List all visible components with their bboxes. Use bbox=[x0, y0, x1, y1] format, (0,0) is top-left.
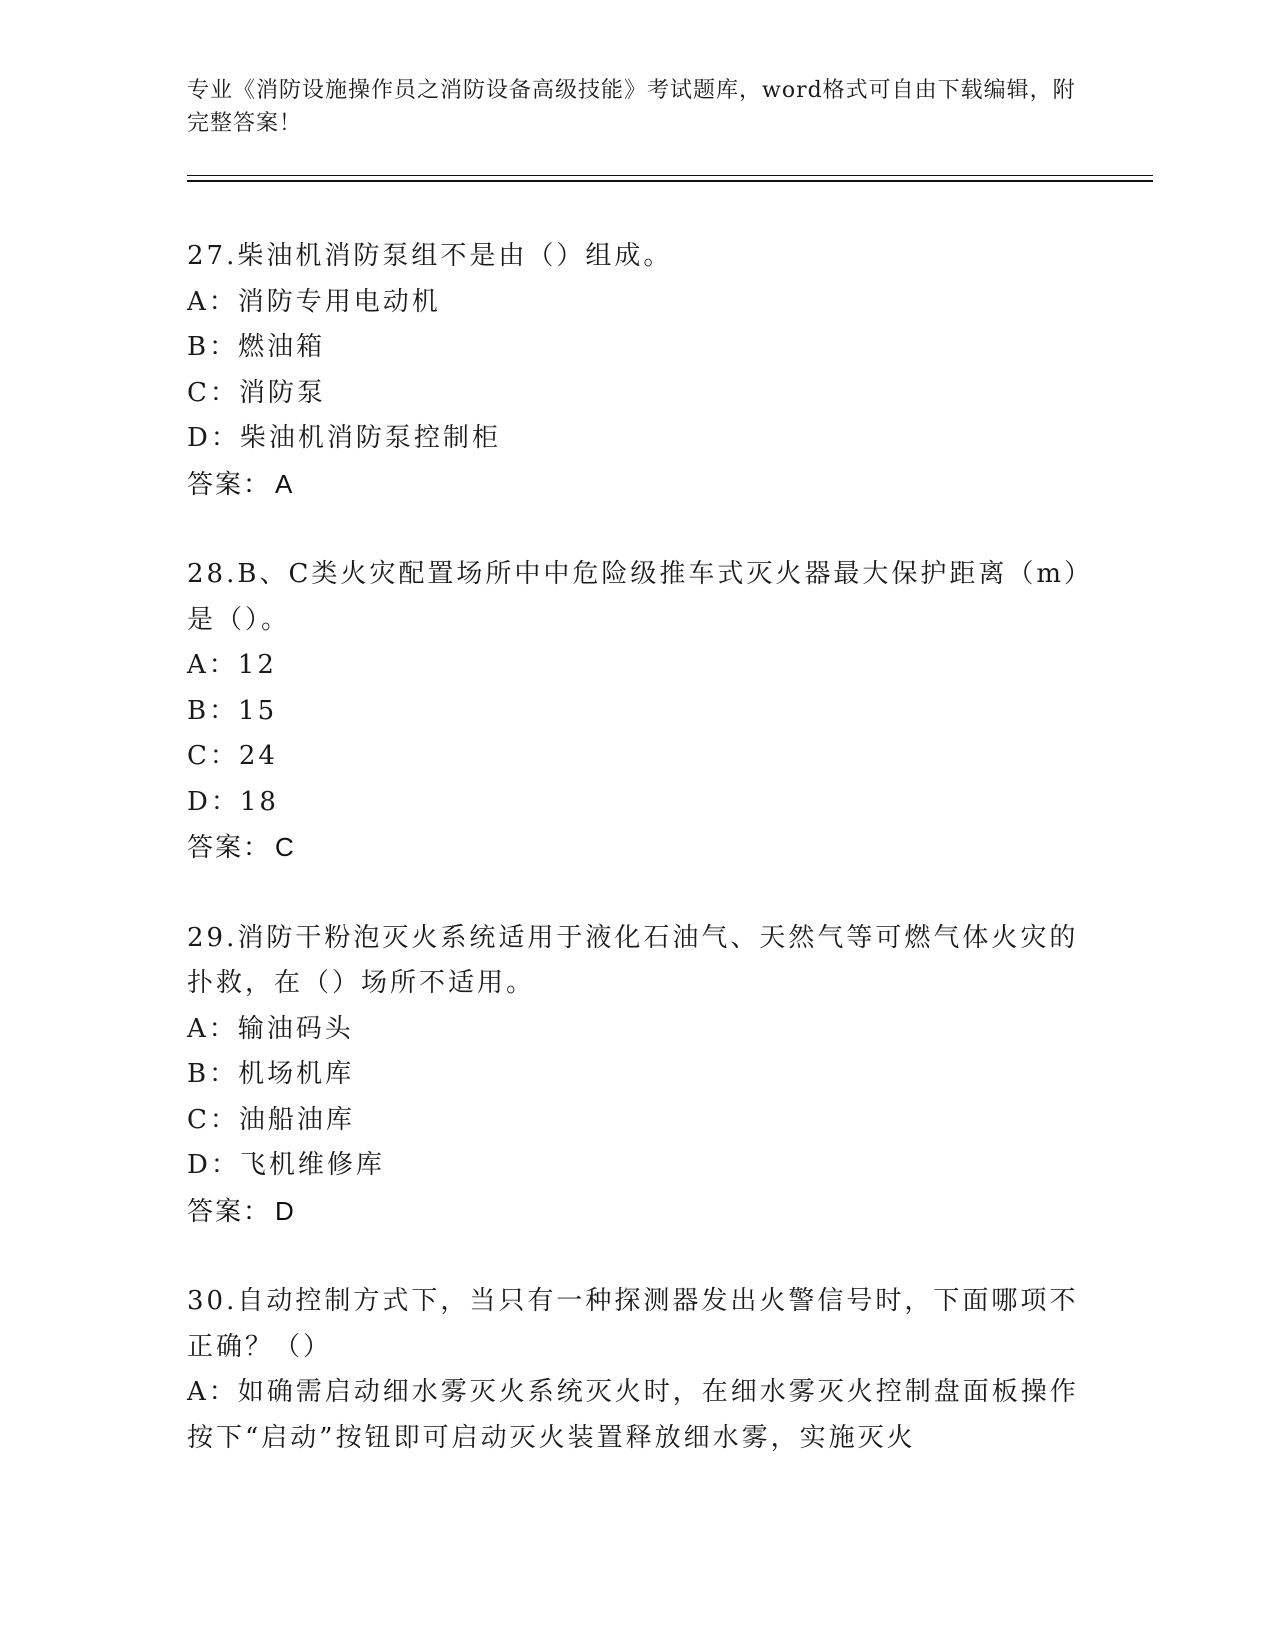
answer-value: C bbox=[275, 832, 294, 862]
answer-value: A bbox=[275, 468, 293, 499]
question-27 bbox=[187, 234, 1087, 507]
answer-label: 答案： bbox=[187, 468, 272, 499]
question-stem: 28.B、C类火灾配置场所中中危险级推车式灭火器最大保护距离（m）是（）。 bbox=[187, 559, 1081, 635]
option-b: B：15 bbox=[187, 695, 278, 726]
option-c: C：消防泵 bbox=[187, 377, 326, 408]
option-c: C：油船油库 bbox=[187, 1104, 355, 1135]
option-b: B：燃油箱 bbox=[187, 332, 326, 362]
option-a: A：输油码头 bbox=[187, 1013, 354, 1044]
question-list bbox=[187, 234, 1087, 1506]
answer-line bbox=[187, 462, 1087, 508]
question-30 bbox=[187, 1279, 1087, 1461]
answer-line bbox=[187, 1189, 1087, 1235]
document-intro: 专业《消防设施操作员之消防设备高级技能》考试题库，word格式可自由下载编辑，附完整答案！ bbox=[187, 78, 1076, 136]
answer-label: 答案： bbox=[187, 832, 272, 862]
option-d: D：18 bbox=[187, 786, 279, 817]
header-divider-thick bbox=[187, 180, 1153, 182]
option-a: A：12 bbox=[187, 650, 277, 680]
option-c: C：24 bbox=[187, 741, 278, 771]
option-a: A：如确需启动细水雾灭火系统灭火时，在细水雾灭火控制盘面板操作按下“启动”按钮即可启动灭火装置释放细水雾，实施灭火 bbox=[187, 1377, 1079, 1453]
option-d: D：柴油机消防泵控制柜 bbox=[187, 423, 501, 453]
option-d: D：飞机维修库 bbox=[187, 1150, 385, 1180]
header-divider-thin bbox=[187, 175, 1153, 176]
question-28 bbox=[187, 552, 1087, 871]
answer-line bbox=[187, 825, 1087, 871]
option-a: A：消防专用电动机 bbox=[187, 286, 441, 317]
question-stem: 29.消防干粉泡灭火系统适用于液化石油气、天然气等可燃气体火灾的扑救，在（）场所不适用。 bbox=[187, 922, 1079, 998]
answer-label: 答案： bbox=[187, 1195, 272, 1226]
answer-value: D bbox=[275, 1195, 294, 1226]
question-29 bbox=[187, 916, 1087, 1235]
question-stem: 27.柴油机消防泵组不是由（）组成。 bbox=[187, 241, 673, 271]
option-b: B：机场机库 bbox=[187, 1059, 355, 1089]
question-stem: 30.自动控制方式下，当只有一种探测器发出火警信号时，下面哪项不正确？（） bbox=[187, 1286, 1079, 1362]
